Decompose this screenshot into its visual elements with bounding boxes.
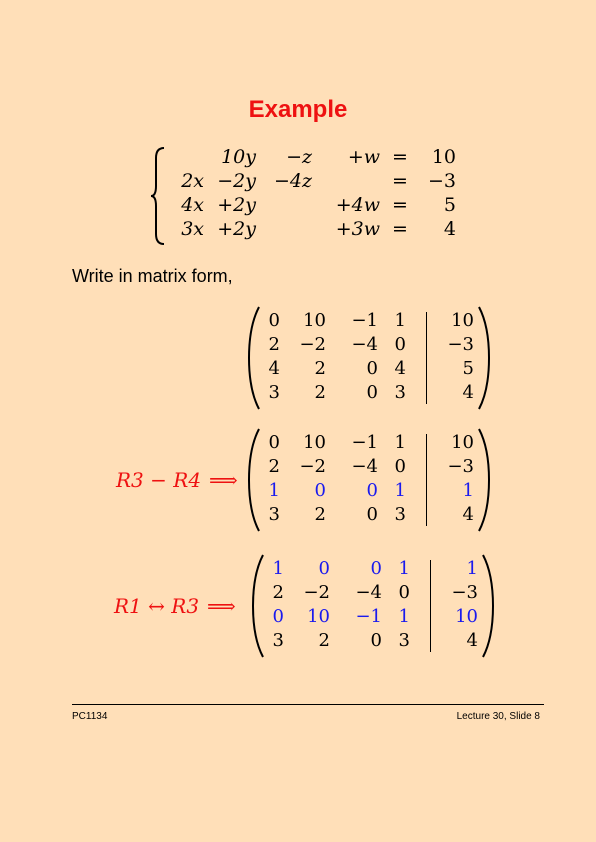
augmented-matrix-step2 — [252, 554, 497, 658]
matrix-row: 4 2 0 4 5 — [268, 358, 474, 379]
intro-text: Write in matrix form, — [72, 266, 233, 286]
matrix-row: 2 −2 −4 0 −3 — [272, 582, 478, 603]
matrix-row: 0 10 −1 1 10 — [268, 432, 474, 453]
equation-row: 10y −z +w = 10 — [221, 146, 456, 168]
course-code: PC1134 — [72, 711, 108, 722]
footer-divider — [72, 704, 544, 705]
augmented-matrix-original — [248, 306, 493, 410]
matrix-row: 3 2 0 3 4 — [272, 630, 478, 651]
implies-arrow: ⟹ — [209, 468, 238, 492]
equation-row: 3x +2y +3w = 4 — [181, 218, 456, 240]
implies-arrow: ⟹ — [207, 594, 236, 618]
slide-title: Example — [248, 96, 348, 123]
matrix-row: 1 0 0 1 1 — [272, 558, 478, 579]
equation-row: 2x −2y −4z = −3 — [181, 170, 456, 192]
slide-number: Lecture 30, Slide 8 — [456, 711, 540, 722]
equation-row: 4x +2y +4w = 5 — [181, 194, 456, 216]
row-operation-label: R1 ↔ R3 ⟹ — [114, 594, 236, 618]
equation-system — [150, 146, 470, 246]
augmented-matrix-step1 — [248, 428, 493, 532]
matrix-row: 1 0 0 1 1 — [268, 480, 474, 501]
row-operation-label: R3 − R4 ⟹ — [116, 468, 238, 492]
matrix-row: 3 2 0 3 4 — [268, 382, 474, 403]
matrix-row: 2 −2 −4 0 −3 — [268, 456, 474, 477]
matrix-row: 0 10 −1 1 10 — [272, 606, 478, 627]
matrix-row: 3 2 0 3 4 — [268, 504, 474, 525]
matrix-row: 2 −2 −4 0 −3 — [268, 334, 474, 355]
matrix-row: 0 10 −1 1 10 — [268, 310, 474, 331]
